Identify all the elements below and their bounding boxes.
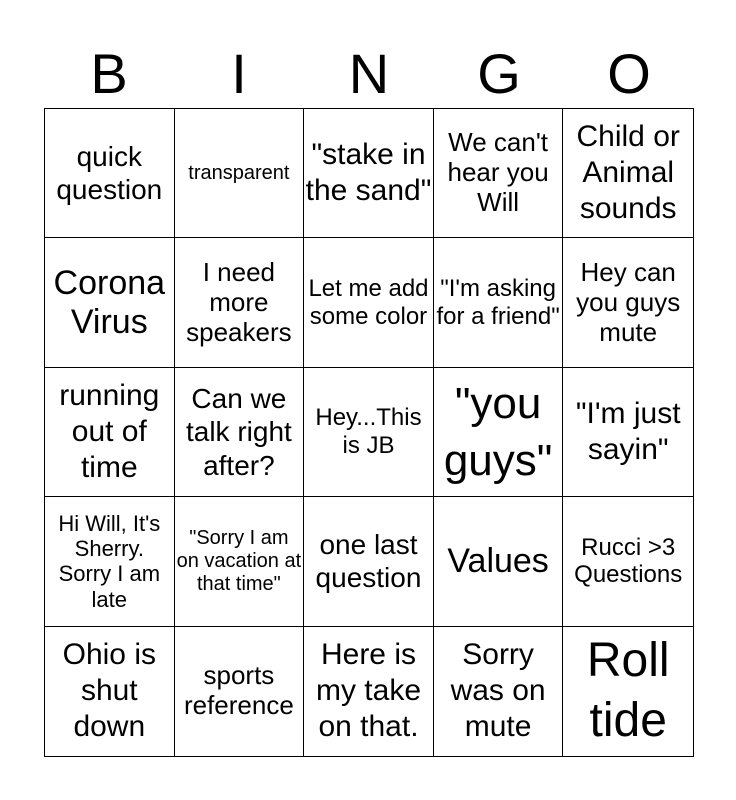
cell-text: sports reference: [183, 660, 294, 721]
bingo-cell[interactable]: [434, 627, 564, 756]
cell-text: "stake in the sand": [305, 138, 432, 208]
cell-text: "you guys": [443, 378, 553, 485]
bingo-cell[interactable]: [45, 238, 175, 367]
cell-text: We can't hear you Will: [447, 127, 549, 218]
cell-text: "I'm asking for a friend": [436, 275, 560, 330]
cell-text: Values: [447, 541, 549, 580]
cell-text: one last question: [315, 528, 422, 594]
cell-text: Can we talk right after?: [185, 382, 292, 481]
cell-text: "Sorry I am on vacation at that time": [176, 526, 302, 595]
bingo-cell[interactable]: [563, 497, 693, 626]
bingo-cell[interactable]: [45, 497, 175, 626]
cell-text: I need more speakers: [186, 256, 292, 347]
cell-text: Rucci >3 Questions: [574, 533, 683, 589]
bingo-cell[interactable]: [304, 368, 434, 497]
header-letter-b: B: [90, 42, 128, 105]
cell-text: Sorry was on mute: [450, 638, 546, 744]
bingo-cell[interactable]: [175, 238, 305, 367]
header-letter-o: O: [607, 42, 651, 105]
bingo-cell[interactable]: [434, 238, 564, 367]
bingo-cell[interactable]: [563, 627, 693, 756]
bingo-cell[interactable]: [45, 368, 175, 497]
bingo-cell[interactable]: [175, 627, 305, 756]
cell-text: Here is my take on that.: [315, 638, 421, 744]
cell-text: Ohio is shut down: [62, 638, 156, 744]
bingo-cell[interactable]: [563, 368, 693, 497]
cell-text: Roll tide: [586, 634, 670, 748]
cell-text: "I'm just sayin": [575, 396, 681, 466]
bingo-cell[interactable]: [304, 109, 434, 238]
bingo-cell[interactable]: [563, 238, 693, 367]
cell-text: transparent: [188, 161, 290, 184]
bingo-cell[interactable]: [304, 497, 434, 626]
header-letter-g: G: [477, 42, 521, 105]
bingo-cell[interactable]: [175, 497, 305, 626]
bingo-cell[interactable]: [563, 109, 693, 238]
bingo-cell[interactable]: [45, 627, 175, 756]
bingo-header: [44, 40, 694, 108]
cell-text: quick question: [56, 140, 163, 206]
bingo-grid: [44, 108, 694, 757]
cell-text: Child or Animal sounds: [576, 120, 680, 226]
bingo-cell[interactable]: [434, 109, 564, 238]
bingo-cell[interactable]: [434, 497, 564, 626]
bingo-cell[interactable]: [304, 238, 434, 367]
cell-text: Hey can you guys mute: [576, 256, 681, 347]
header-letter-n: N: [348, 42, 390, 105]
cell-text: Let me add some color: [308, 275, 429, 330]
cell-text: Hey...This is JB: [315, 404, 422, 459]
cell-text: running out of time: [59, 378, 160, 484]
cell-text: Corona Virus: [53, 263, 166, 341]
bingo-cell[interactable]: [175, 109, 305, 238]
bingo-cell[interactable]: [304, 627, 434, 756]
bingo-cell[interactable]: [175, 368, 305, 497]
bingo-cell[interactable]: [45, 109, 175, 238]
header-letter-i: I: [231, 42, 247, 105]
cell-text: Hi Will, It's Sherry. Sorry I am late: [58, 510, 161, 612]
bingo-cell[interactable]: [434, 368, 564, 497]
